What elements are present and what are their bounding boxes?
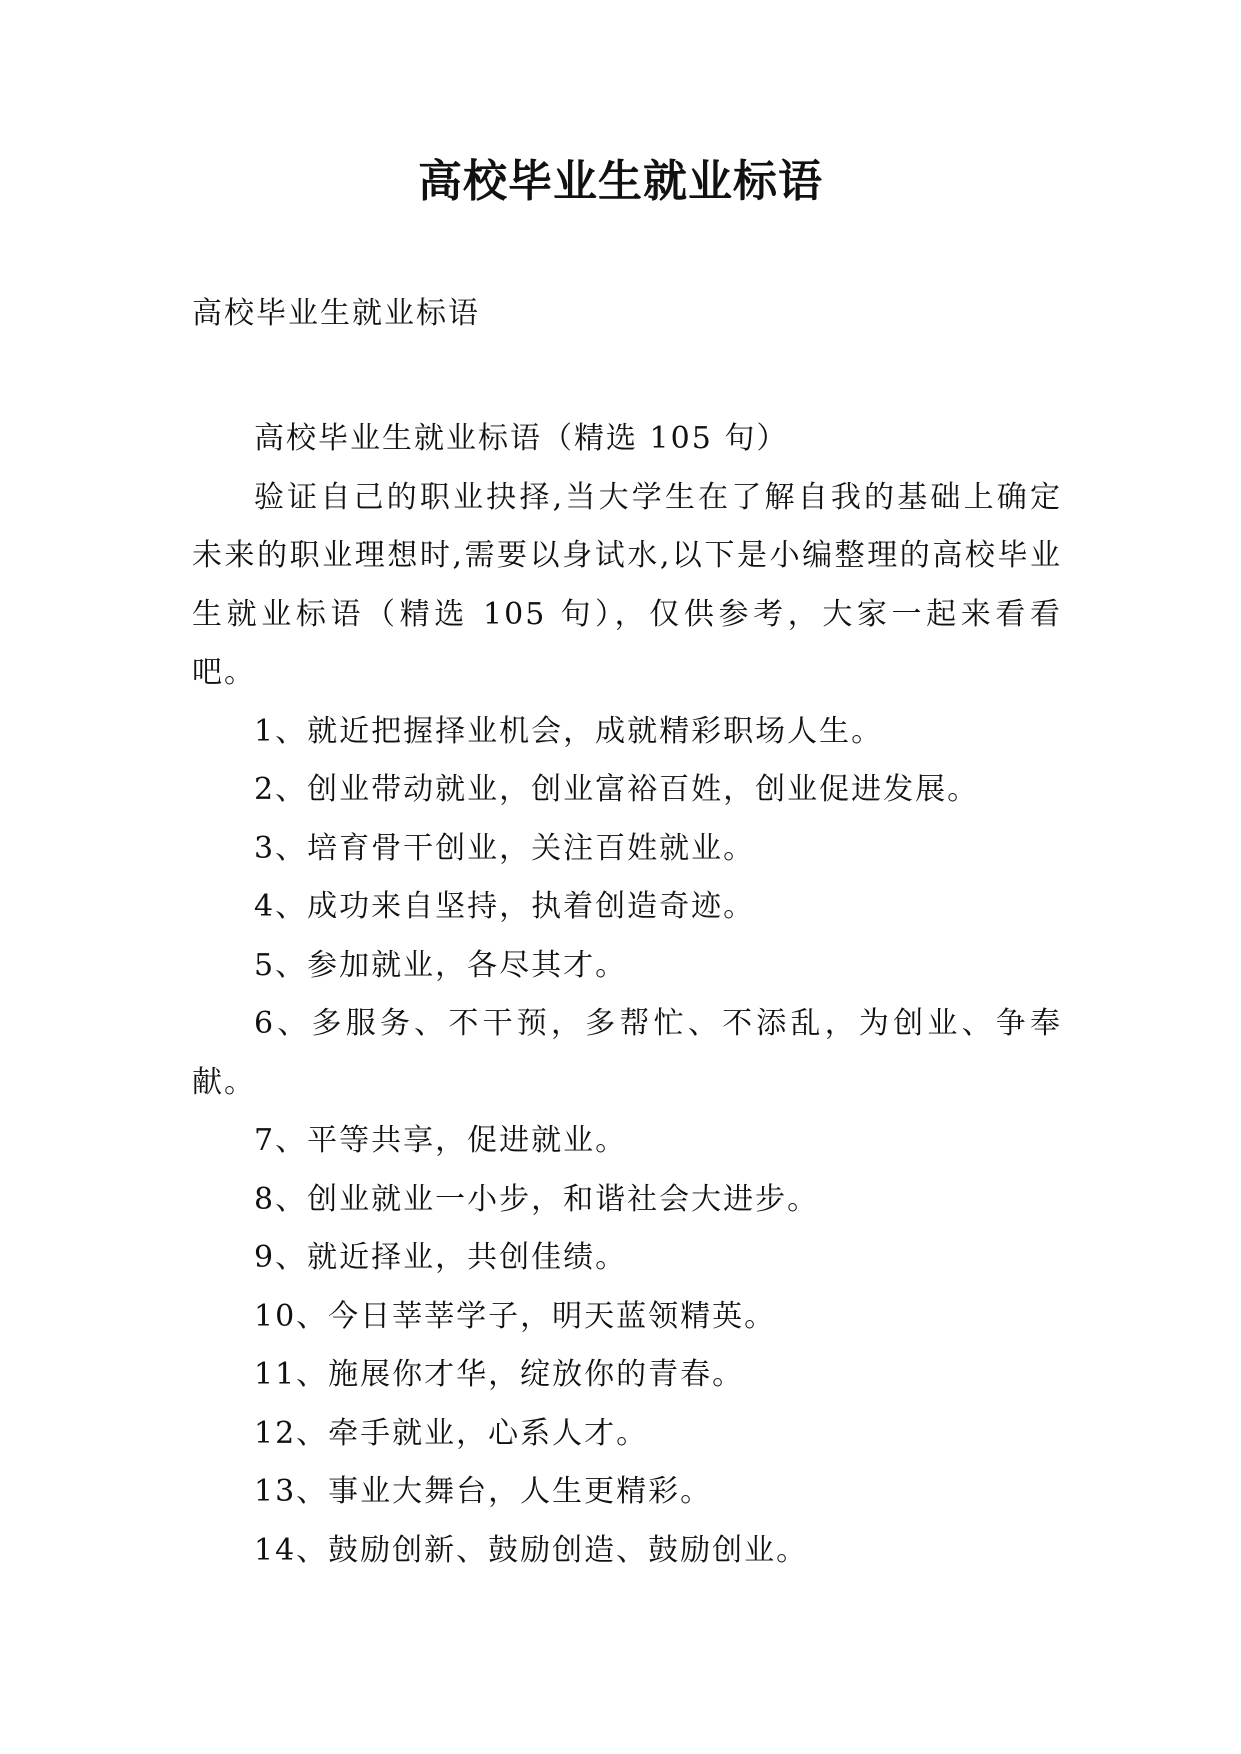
list-item: 5、参加就业，各尽其才。	[254, 947, 628, 983]
list-item: 9、就近择业，共创佳绩。	[254, 1240, 628, 1275]
list-item: 8、创业就业一小步，和谐社会大进步。	[254, 1181, 820, 1217]
list-item: 12、牵手就业，心系人才。	[254, 1415, 649, 1451]
list-item: 3、培育骨干创业，关注百姓就业。	[254, 830, 756, 866]
list-item: 6、多服务、不干预，多帮忙、不添乱，为创业、争奉献。	[192, 1006, 1062, 1100]
list-item: 13、事业大舞台，人生更精彩。	[254, 1474, 713, 1509]
list-item: 2、创业带动就业，创业富裕百姓，创业促进发展。	[254, 772, 980, 807]
list-item: 11、施展你才华，绽放你的青春。	[254, 1357, 745, 1392]
list-item: 7、平等共享，促进就业。	[254, 1123, 628, 1158]
paragraph-heading: 高校毕业生就业标语（精选 105 句）	[254, 421, 789, 456]
list-item: 14、鼓励创新、鼓励创造、鼓励创业。	[254, 1532, 809, 1568]
paragraph-intro: 验证自己的职业抉择,当大学生在了解自我的基础上确定未来的职业理想时,需要以身试水,以下是小编整理的高校毕业生就业标语（精选 105 句），仅供参考，大家一起来看看吧。	[192, 479, 1062, 690]
document-subtitle: 高校毕业生就业标语	[192, 296, 480, 331]
list-item: 1、就近把握择业机会，成就精彩职场人生。	[254, 713, 884, 749]
document-body	[192, 410, 1062, 1580]
document-title: 高校毕业生就业标语	[418, 156, 823, 207]
list-item: 10、今日莘莘学子，明天蓝领精英。	[254, 1298, 777, 1334]
list-item: 4、成功来自坚持，执着创造奇迹。	[254, 889, 756, 924]
